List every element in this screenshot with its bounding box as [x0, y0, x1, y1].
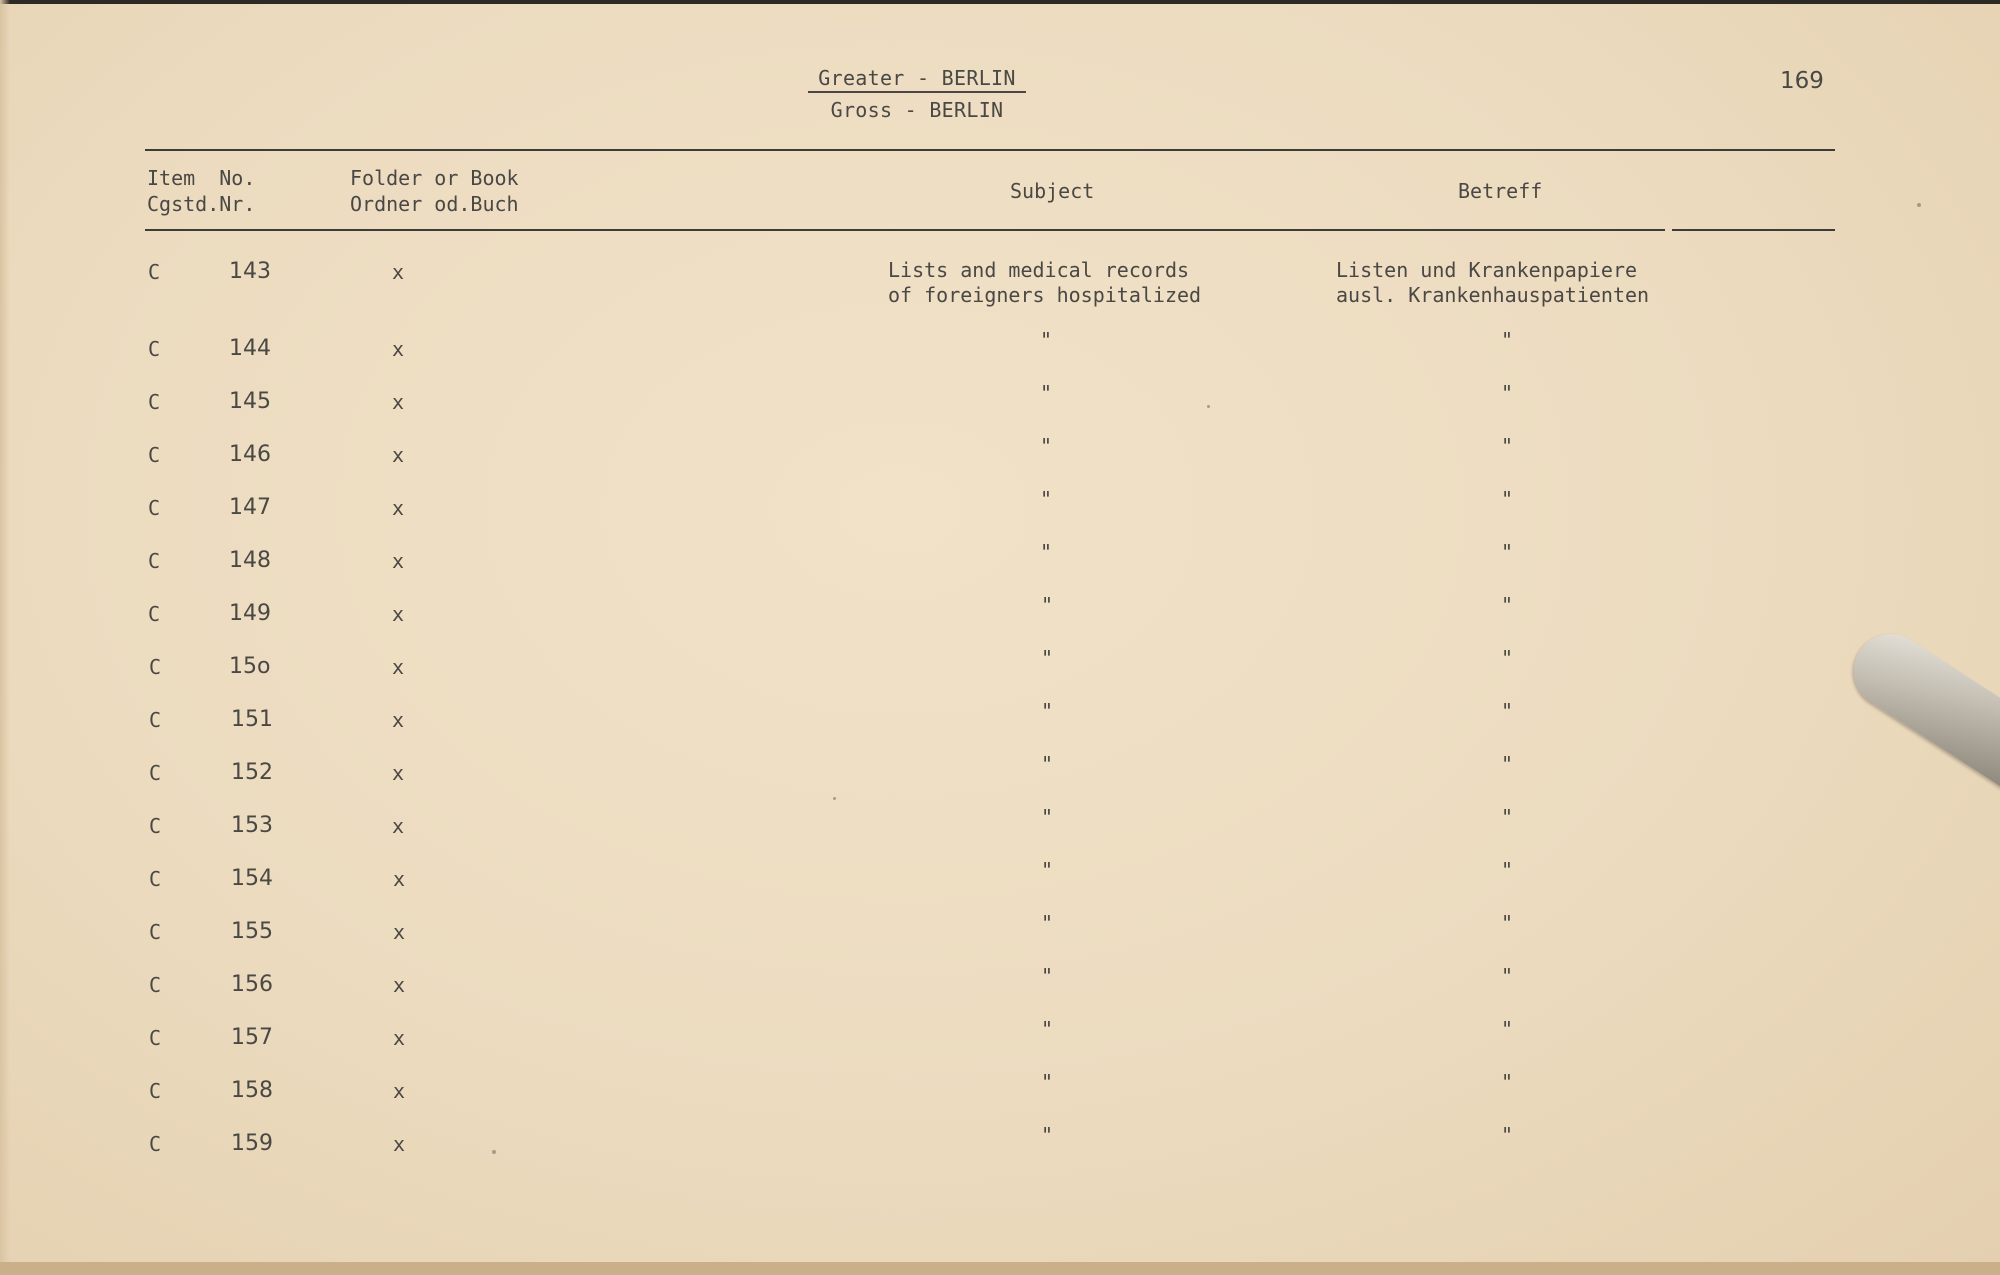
row-subject-ditto: "	[1039, 540, 1053, 564]
row-betreff-ditto: "	[1500, 593, 1514, 617]
row-folder-mark: x	[392, 602, 405, 626]
row-betreff-ditto: "	[1500, 434, 1514, 458]
row-number: 15o	[229, 654, 271, 679]
row-subject-ditto: "	[1040, 1017, 1054, 1041]
row-folder-mark: x	[393, 920, 406, 944]
row-betreff-line1: Listen und Krankenpapiere	[1336, 258, 1638, 282]
paper-speck	[1207, 405, 1210, 408]
row-prefix: C	[149, 973, 162, 997]
row-betreff-ditto: "	[1500, 752, 1514, 776]
row-number: 147	[229, 495, 271, 520]
column-header-subject: Subject	[1010, 179, 1095, 203]
row-betreff-ditto: "	[1500, 540, 1514, 564]
row-subject-ditto: "	[1039, 328, 1053, 352]
row-betreff-ditto: "	[1500, 1017, 1514, 1041]
row-subject-line2: of foreigners hospitalized	[888, 283, 1202, 307]
row-subject-ditto: "	[1040, 964, 1054, 988]
row-subject-ditto: "	[1040, 858, 1054, 882]
row-subject-ditto: "	[1040, 593, 1054, 617]
row-betreff-ditto: "	[1500, 911, 1514, 935]
page-number: 169	[1780, 68, 1824, 94]
row-prefix: C	[148, 549, 161, 573]
row-subject-ditto: "	[1040, 911, 1054, 935]
row-folder-mark: x	[392, 761, 405, 785]
row-number: 146	[229, 442, 271, 467]
row-number: 152	[231, 760, 273, 785]
table-row	[0, 434, 2000, 479]
table-row	[0, 381, 2000, 426]
row-prefix: C	[149, 920, 162, 944]
column-header-folder-de: Ordner od.Buch	[350, 192, 519, 216]
row-folder-mark: x	[392, 814, 405, 838]
row-number: 149	[229, 601, 271, 626]
row-number: 144	[229, 336, 271, 361]
row-betreff-ditto: "	[1500, 858, 1514, 882]
row-number: 154	[231, 866, 273, 891]
row-folder-mark: x	[392, 443, 405, 467]
column-header-item-en: Item No.	[147, 166, 256, 190]
row-betreff-ditto: "	[1500, 964, 1514, 988]
row-subject-ditto: "	[1040, 752, 1054, 776]
row-subject-ditto: "	[1039, 434, 1053, 458]
page-bottom-edge	[0, 1262, 2000, 1275]
row-number: 153	[231, 813, 273, 838]
row-folder-mark: x	[392, 337, 405, 361]
row-betreff-ditto: "	[1500, 699, 1514, 723]
row-folder-mark: x	[393, 973, 406, 997]
row-betreff-ditto: "	[1500, 1070, 1514, 1094]
row-betreff-ditto: "	[1500, 646, 1514, 670]
row-subject-ditto: "	[1040, 646, 1054, 670]
row-folder-mark: x	[392, 708, 405, 732]
row-folder-mark: x	[393, 1132, 406, 1156]
row-number: 143	[229, 259, 271, 284]
title-english: Greater - BERLIN	[818, 66, 1016, 90]
row-prefix: C	[148, 260, 161, 284]
row-subject-ditto: "	[1040, 1123, 1054, 1147]
row-prefix: C	[149, 708, 162, 732]
table-row	[0, 752, 2000, 797]
row-betreff-ditto: "	[1500, 1123, 1514, 1147]
row-subject-line1: Lists and medical records	[888, 258, 1190, 282]
row-subject-ditto: "	[1040, 1070, 1054, 1094]
row-folder-mark: x	[392, 390, 405, 414]
row-number: 148	[229, 548, 271, 573]
table-row	[0, 1070, 2000, 1115]
table-row	[0, 487, 2000, 532]
table-row	[0, 805, 2000, 850]
column-header-item-de: Cgstd.Nr.	[147, 192, 256, 216]
paper-speck	[833, 797, 836, 800]
column-header-folder-en: Folder or Book	[350, 166, 519, 190]
title-underline	[808, 91, 1026, 93]
table-row	[0, 593, 2000, 638]
row-betreff-line2: ausl. Krankenhauspatienten	[1336, 283, 1650, 307]
table-row	[0, 646, 2000, 691]
paper-speck	[1917, 203, 1921, 207]
row-prefix: C	[148, 496, 161, 520]
row-subject-ditto: "	[1040, 699, 1054, 723]
header-bottom-rule-end	[1672, 229, 1835, 231]
row-subject-ditto: "	[1040, 805, 1054, 829]
row-prefix: C	[149, 1132, 162, 1156]
row-number: 155	[231, 919, 273, 944]
row-number: 151	[231, 707, 273, 732]
row-folder-mark: x	[393, 867, 406, 891]
row-prefix: C	[148, 337, 161, 361]
row-betreff-ditto: "	[1500, 805, 1514, 829]
table-row	[0, 699, 2000, 744]
table-row	[0, 540, 2000, 585]
row-prefix: C	[149, 814, 162, 838]
table-row	[0, 1017, 2000, 1062]
row-prefix: C	[149, 761, 162, 785]
row-prefix: C	[149, 655, 162, 679]
row-betreff-ditto: "	[1500, 328, 1514, 352]
row-folder-mark: x	[392, 496, 405, 520]
table-row	[0, 1123, 2000, 1168]
row-betreff-ditto: "	[1500, 381, 1514, 405]
row-prefix: C	[149, 1079, 162, 1103]
row-folder-mark: x	[393, 1026, 406, 1050]
row-number: 157	[231, 1025, 273, 1050]
table-row	[0, 328, 2000, 373]
row-prefix: C	[149, 867, 162, 891]
row-folder-mark: x	[393, 1079, 406, 1103]
row-folder-mark: x	[392, 549, 405, 573]
column-header-betreff: Betreff	[1458, 179, 1543, 203]
row-prefix: C	[148, 390, 161, 414]
header-bottom-rule	[145, 229, 1665, 231]
row-prefix: C	[148, 602, 161, 626]
paper-speck	[492, 1150, 496, 1154]
table-row	[0, 858, 2000, 903]
row-number: 158	[231, 1078, 273, 1103]
row-prefix: C	[148, 443, 161, 467]
row-prefix: C	[149, 1026, 162, 1050]
title-german: Gross - BERLIN	[830, 98, 1004, 122]
row-number: 159	[231, 1131, 273, 1156]
row-subject-ditto: "	[1039, 381, 1053, 405]
scan-top-edge	[0, 0, 2000, 4]
row-subject-ditto: "	[1039, 487, 1053, 511]
row-folder-mark: x	[392, 655, 405, 679]
table-row	[0, 911, 2000, 956]
header-top-rule	[145, 149, 1835, 151]
row-number: 145	[229, 389, 271, 414]
row-betreff-ditto: "	[1500, 487, 1514, 511]
row-folder-mark: x	[392, 260, 405, 284]
table-row	[0, 258, 2000, 318]
row-number: 156	[231, 972, 273, 997]
table-row	[0, 964, 2000, 1009]
